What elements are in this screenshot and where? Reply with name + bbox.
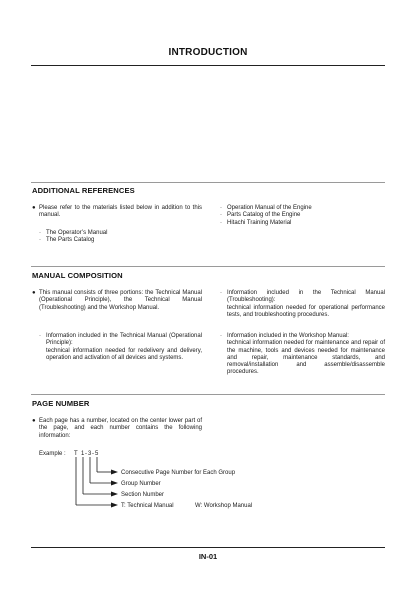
- section-heading-page-number: PAGE NUMBER: [32, 399, 90, 408]
- example-label: Example :: [39, 451, 66, 457]
- additional-references-left-list: [39, 230, 199, 245]
- dot-icon: ·: [220, 333, 222, 339]
- list-item: · The Operator’s Manual: [39, 230, 108, 236]
- arrow-right-icon: [111, 492, 118, 497]
- dot-icon: ·: [39, 230, 41, 236]
- dot-icon: ·: [220, 212, 222, 219]
- dot-icon: ·: [220, 205, 222, 211]
- bullet-icon: ●: [32, 418, 36, 424]
- example-char-dash: -: [85, 451, 87, 457]
- operational-principle-block: · Information included in the Technical Manual (Operational Principle): technical information needed for redelivery and delivery, operation and activation of all devices and systems.: [39, 333, 202, 361]
- list-item: · Hitachi Training Material: [220, 219, 292, 226]
- label-technical-manual: T: Technical Manual: [121, 503, 174, 509]
- page-title: INTRODUCTION: [168, 47, 248, 58]
- header-divider: [31, 65, 385, 66]
- label-workshop-manual: W: Workshop Manual: [195, 503, 253, 509]
- workshop-manual-block: · Information included in the Workshop Manual: technical information needed for maintenance and repair of the machine, tools and devices needed for maintenance and repair, maintenance standards, and removal/installation and assemble/disassemble procedures.: [220, 333, 385, 376]
- list-item: · Parts Catalog of the Engine: [220, 212, 301, 219]
- section-heading-additional-references: ADDITIONAL REFERENCES: [32, 186, 135, 195]
- intro-text: Please refer to the materials listed below in addition to this manual.: [39, 205, 202, 219]
- footer-divider: [31, 547, 385, 548]
- section-heading-manual-composition: MANUAL COMPOSITION: [32, 271, 123, 280]
- additional-references-right-list: [220, 205, 385, 227]
- example-char-group: 3: [88, 451, 92, 457]
- example-char-section: 1: [81, 451, 85, 457]
- dot-icon: ·: [220, 290, 222, 296]
- dot-icon: ·: [220, 219, 222, 226]
- troubleshooting-block: · Information included in the Technical Manual (Troubleshooting): technical information needed for operational performance tests, and troubleshooting procedures.: [220, 290, 385, 318]
- example-char-manual-type: T: [74, 451, 78, 457]
- arrow-right-icon: [111, 503, 118, 508]
- label-group-number: Group Number: [121, 481, 161, 487]
- section-divider: [31, 394, 385, 395]
- example-char-dash: -: [92, 451, 94, 457]
- bullet-icon: ●: [32, 205, 36, 211]
- label-consecutive-page: Consecutive Page Number for Each Group: [121, 470, 236, 476]
- dot-icon: ·: [39, 333, 41, 339]
- arrow-right-icon: [111, 470, 118, 475]
- page-number-label: IN-01: [198, 552, 218, 561]
- dot-icon: ·: [39, 237, 41, 244]
- example-char-page: 5: [95, 451, 99, 457]
- page-number-intro: ● Each page has a number, located on the center lower part of the page, and each number contains the following information:: [32, 418, 202, 439]
- section-divider: [31, 182, 385, 183]
- arrow-right-icon: [111, 481, 118, 486]
- bullet-icon: ●: [32, 290, 36, 296]
- list-item: · Operation Manual of the Engine: [220, 205, 312, 211]
- additional-references-intro: [32, 205, 202, 220]
- page-number-diagram: [0, 446, 416, 516]
- section-divider: [31, 266, 385, 267]
- list-item: · The Parts Catalog: [39, 237, 95, 244]
- manual-composition-intro: ● This manual consists of three portions: the Technical Manual (Operational Principle), the Technical Manual (Troubleshooting) and the Workshop Manual.: [32, 290, 202, 311]
- label-section-number: Section Number: [121, 492, 165, 498]
